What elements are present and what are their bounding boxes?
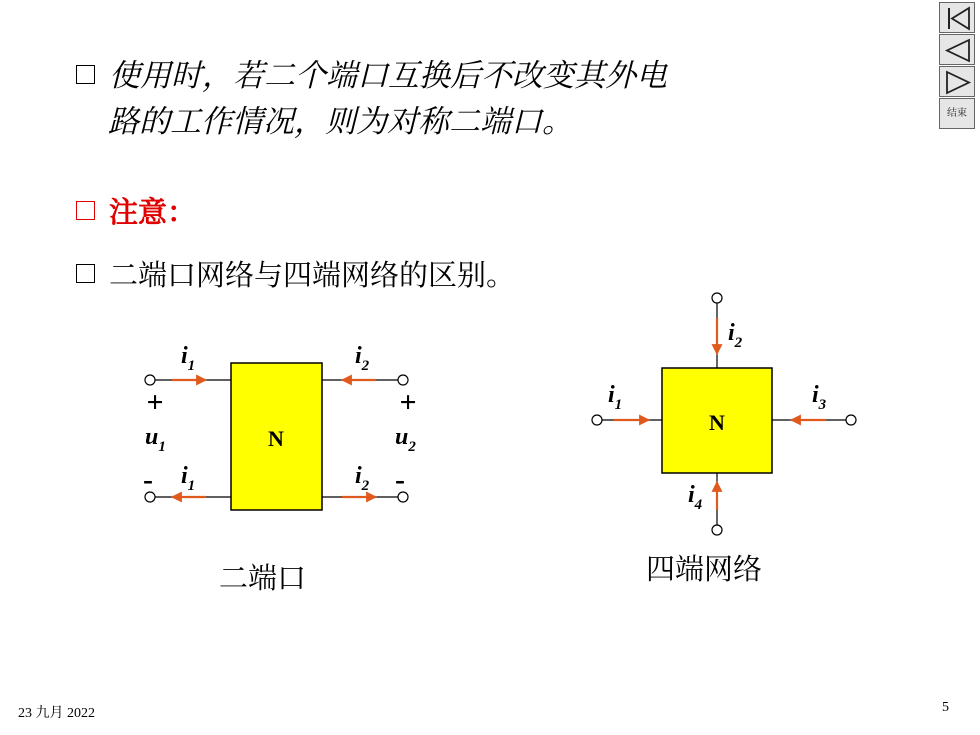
- label-i1-top: $i_1$: [181, 343, 196, 374]
- label-u1: $u_1$: [145, 424, 166, 455]
- label-4t-i2: $i_2$: [728, 320, 743, 351]
- label-i1-bottom: $i_1$: [181, 463, 196, 494]
- terminal-left: [592, 415, 602, 425]
- terminal-bottom: [712, 525, 722, 535]
- terminal-2: [398, 375, 408, 385]
- label-i2-bottom: $i_2$: [355, 463, 370, 494]
- minus-right: -: [395, 463, 405, 496]
- page-number: 5: [942, 700, 949, 715]
- note-text: 注意：: [109, 195, 197, 229]
- label-4t-i4: $i_4$: [688, 482, 703, 513]
- statement-line-2: 路的工作情况，则为对称二端口。: [108, 104, 573, 140]
- label-u2: $u_2$: [395, 424, 416, 455]
- two-port-caption: 二端口: [219, 561, 307, 595]
- footer-date: 23 九月 2022: [18, 706, 95, 721]
- two-port-diagram: [143, 343, 417, 510]
- plus-right: +: [399, 386, 417, 419]
- end-label: 结束: [947, 108, 967, 119]
- four-terminal-diagram: [592, 293, 856, 535]
- subheading-text: 二端口网络与四端网络的区别。: [109, 258, 516, 292]
- four-terminal-caption: 四端网络: [646, 552, 763, 586]
- label-i2-top: $i_2$: [355, 343, 370, 374]
- terminal-1: [145, 375, 155, 385]
- terminal-top: [712, 293, 722, 303]
- four-terminal-block-label: N: [709, 410, 725, 435]
- plus-left: +: [146, 386, 164, 419]
- minus-left: -: [143, 463, 153, 496]
- statement-line-1-text: 使用时，若二个端口互换后不改变其外电: [109, 58, 667, 94]
- label-4t-i1: $i_1$: [608, 382, 623, 413]
- two-port-block-label: N: [268, 426, 284, 451]
- terminal-right: [846, 415, 856, 425]
- label-4t-i3: $i_3$: [812, 382, 827, 413]
